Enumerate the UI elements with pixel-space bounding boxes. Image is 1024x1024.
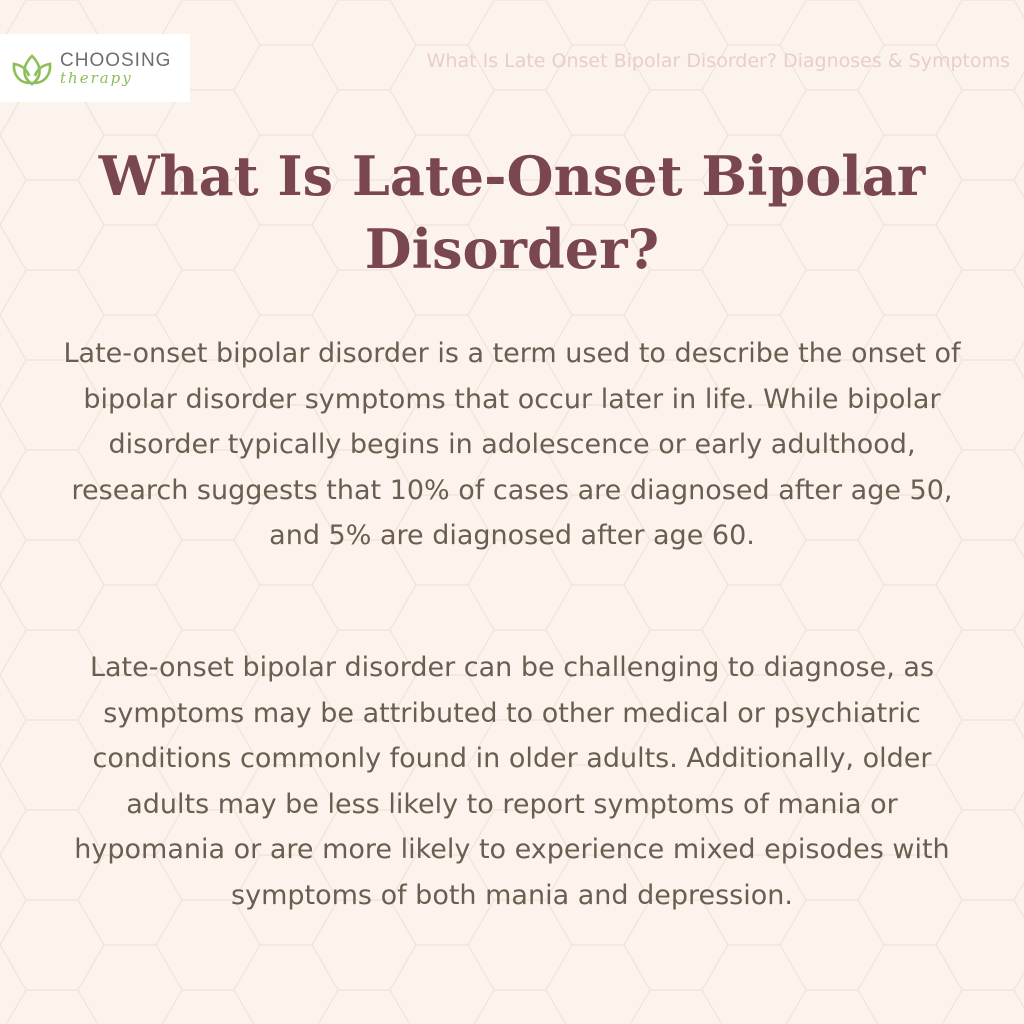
lotus-leaf-icon [10,48,54,88]
brand-name-bottom: therapy [60,68,133,87]
brand-name-top: CHOOSING [60,49,172,71]
brand-wordmark [60,51,171,86]
page-title: What Is Late-Onset Bipolar Disorder? [98,144,926,281]
body-paragraph-1: Late-onset bipolar disorder is a term used to describe the onset of bipolar disorder symptoms that occur later in life. While bipolar disorder typically begins in adolescence or early adulthood, research suggests that 10% of cases are diagnosed after age 50, and 5% are diagnosed after age 60. [63,338,961,551]
brand-logo[interactable] [0,34,190,102]
body-paragraph-2: Late-onset bipolar disorder can be challenging to diagnose, as symptoms may be attributed to other medical or psychiatric conditions commonly found in older adults. Additionally, older adults may be less likely to report symptoms of mania or hypomania or are more likely to experience mixed episodes with symptoms of both mania and depression. [74,652,950,911]
header-title: What Is Late Onset Bipolar Disorder? Diagnoses & Symptoms [426,50,1010,72]
